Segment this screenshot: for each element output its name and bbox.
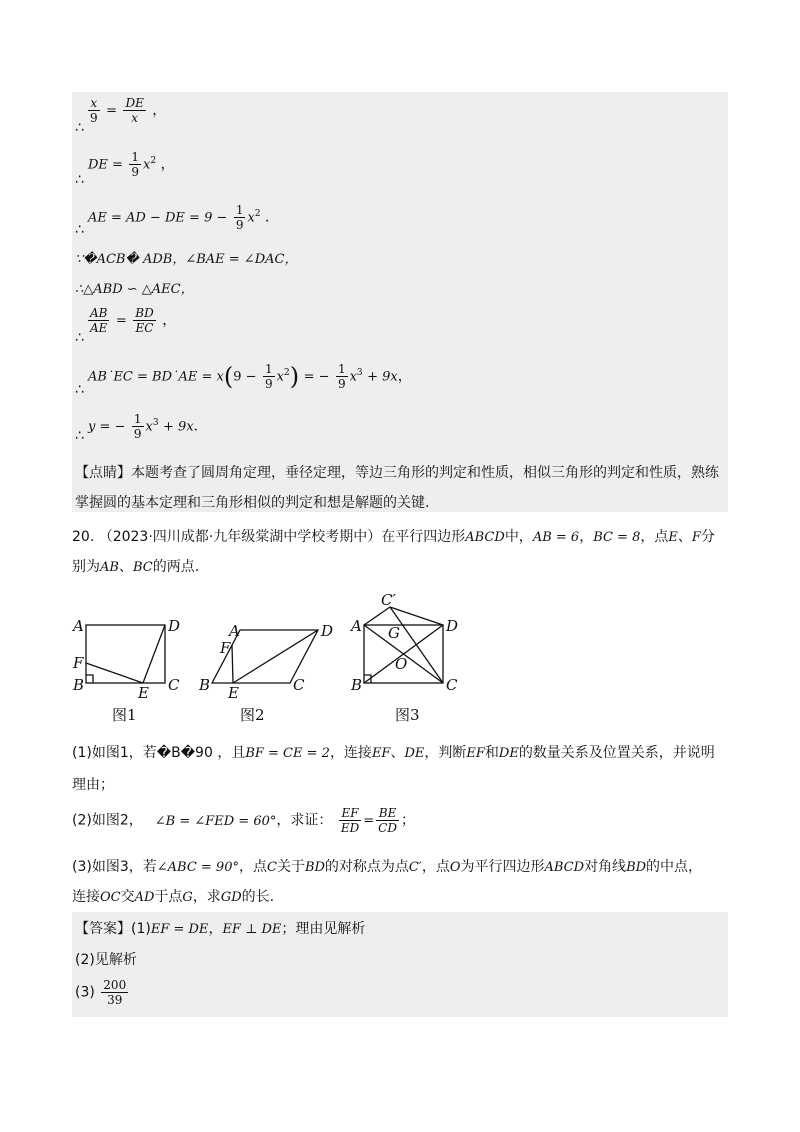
problem-line-2: 别为AB、BC的两点. <box>72 559 200 575</box>
fig1-segment-ED <box>143 625 165 683</box>
fraction: $\frac{1}{9}$ <box>337 362 346 391</box>
fig2-label-A: A <box>229 622 240 640</box>
fig3-label-B: B <box>351 676 363 694</box>
fig3-caption: 图3 <box>395 706 420 724</box>
fraction: $\frac{200}{39}$ <box>103 978 127 1007</box>
question-1-line-2: 理由； <box>72 777 114 793</box>
fig2-label-C: C <box>293 676 305 694</box>
fig3-segment-C'D <box>390 607 443 625</box>
fraction: $\frac{1}{9}$ <box>131 150 140 179</box>
solution-line-8: y = − $\frac{1}{9}$ $x^3 + 9x$． <box>88 412 208 441</box>
fig1-label-F: F <box>73 654 84 672</box>
therefore-symbol: ∴ <box>75 222 84 238</box>
therefore-symbol: ∴ <box>75 120 84 136</box>
fig1-rectangle <box>86 625 165 683</box>
fig2-segment-ED <box>233 630 318 683</box>
fraction: $\frac{x}{9}$ <box>90 96 98 125</box>
fig1-label-B: B <box>73 676 85 694</box>
therefore-symbol: ∴ <box>75 330 84 346</box>
problem-line-1: 20. （2023·四川成都·九年级棠湖中学校考期中）在平行四边形ABCD中，AB = 6，BC = 8，点E、F分 <box>72 529 715 545</box>
solution-line-4: ∵�ACB� ADB，∠BAE = ∠DAC， <box>75 252 298 267</box>
solution-line-6: $\frac{AB}{AE}$ = $\frac{BD}{EC}$ ， <box>90 306 177 335</box>
fig3-label-Cprime: C′ <box>381 591 396 609</box>
fig2-label-D: D <box>321 622 334 640</box>
comment-line-1: 【点睛】本题考查了圆周角定理，垂径定理，等边三角形的判定和性质，相似三角形的判定和性质，熟练 <box>75 465 719 481</box>
question-2: (2)如图2， ∠B = ∠FED = 60°，求证： $\frac{EF}{ED}$ = $\frac{BE}{CD}$ ； <box>72 806 415 835</box>
fig2-segment-EF <box>232 645 233 683</box>
fig2-label-E: E <box>228 684 239 702</box>
fig1-segment-EF <box>86 663 143 683</box>
fraction: $\frac{AB}{AE}$ <box>90 306 108 335</box>
therefore-symbol: ∴ <box>75 382 84 398</box>
fig1-label-D: D <box>168 617 181 635</box>
fig2-caption: 图2 <box>240 706 265 724</box>
fig3-label-C: C <box>446 676 458 694</box>
fig1-label-C: C <box>168 676 180 694</box>
fig2-label-F: F <box>220 639 231 657</box>
question-3-line-2: 连接OC交AD于点G，求GD的长. <box>72 889 275 905</box>
solution-line-5: ∴△ABD ∽ △AEC， <box>75 282 194 297</box>
fraction: $\frac{EF}{ED}$ <box>340 806 360 835</box>
answer-line-1: 【答案】(1)EF = DE，EF ⊥ DE；理由见解析 <box>75 921 366 937</box>
solution-line-3: AE = AD − DE = 9 − $\frac{1}{9}$ $x^2$ ． <box>88 203 279 232</box>
fig1-label-E: E <box>138 684 149 702</box>
solution-line-1: $\frac{x}{9}$ = $\frac{DE}{x}$ ， <box>90 96 167 125</box>
fig2-label-B: B <box>199 676 211 694</box>
fraction: $\frac{1}{9}$ <box>133 412 142 441</box>
fig1-right-angle <box>86 675 93 683</box>
question-3-line-1: (3)如图3，若∠ABC = 90°，点C关于BD的对称点为点C′，点O为平行四边形ABCD对角线BD的中点， <box>72 859 703 875</box>
fraction: $\frac{DE}{x}$ <box>125 96 144 125</box>
therefore-symbol: ∴ <box>75 428 84 444</box>
fraction: $\frac{1}{9}$ <box>235 203 244 232</box>
fig3-label-D: D <box>446 617 459 635</box>
question-1-line-1: (1)如图1，若�B�90 ，且BF = CE = 2，连接EF、DE，判断EF和DE的数量关系及位置关系，并说明 <box>72 745 715 761</box>
fig3-segment-AC' <box>364 607 390 625</box>
comment-line-2: 掌握圆的基本定理和三角形相似的判定和想是解题的关键. <box>75 495 430 511</box>
therefore-symbol: ∴ <box>75 172 84 188</box>
fig1-caption: 图1 <box>112 706 137 724</box>
answer-line-3: (3) $\frac{200}{39}$ <box>75 978 127 1007</box>
fraction: $\frac{BD}{EC}$ <box>135 306 154 335</box>
fig3-label-O: O <box>395 655 408 673</box>
solution-line-7: AB˙EC = BD˙AE = x(9 − $\frac{1}{9}$ $x^2$) = − $\frac{1}{9}$ $x^3 + 9x$， <box>88 362 412 391</box>
solution-line-2: DE = $\frac{1}{9}$ $x^2$ ， <box>88 150 175 179</box>
fraction: $\frac{BE}{CD}$ <box>378 806 397 835</box>
fig3-label-G: G <box>388 624 400 642</box>
fig3-label-A: A <box>351 617 362 635</box>
answer-line-2: (2)见解析 <box>75 952 137 968</box>
fraction: $\frac{1}{9}$ <box>265 362 273 391</box>
fig1-label-A: A <box>73 617 84 635</box>
